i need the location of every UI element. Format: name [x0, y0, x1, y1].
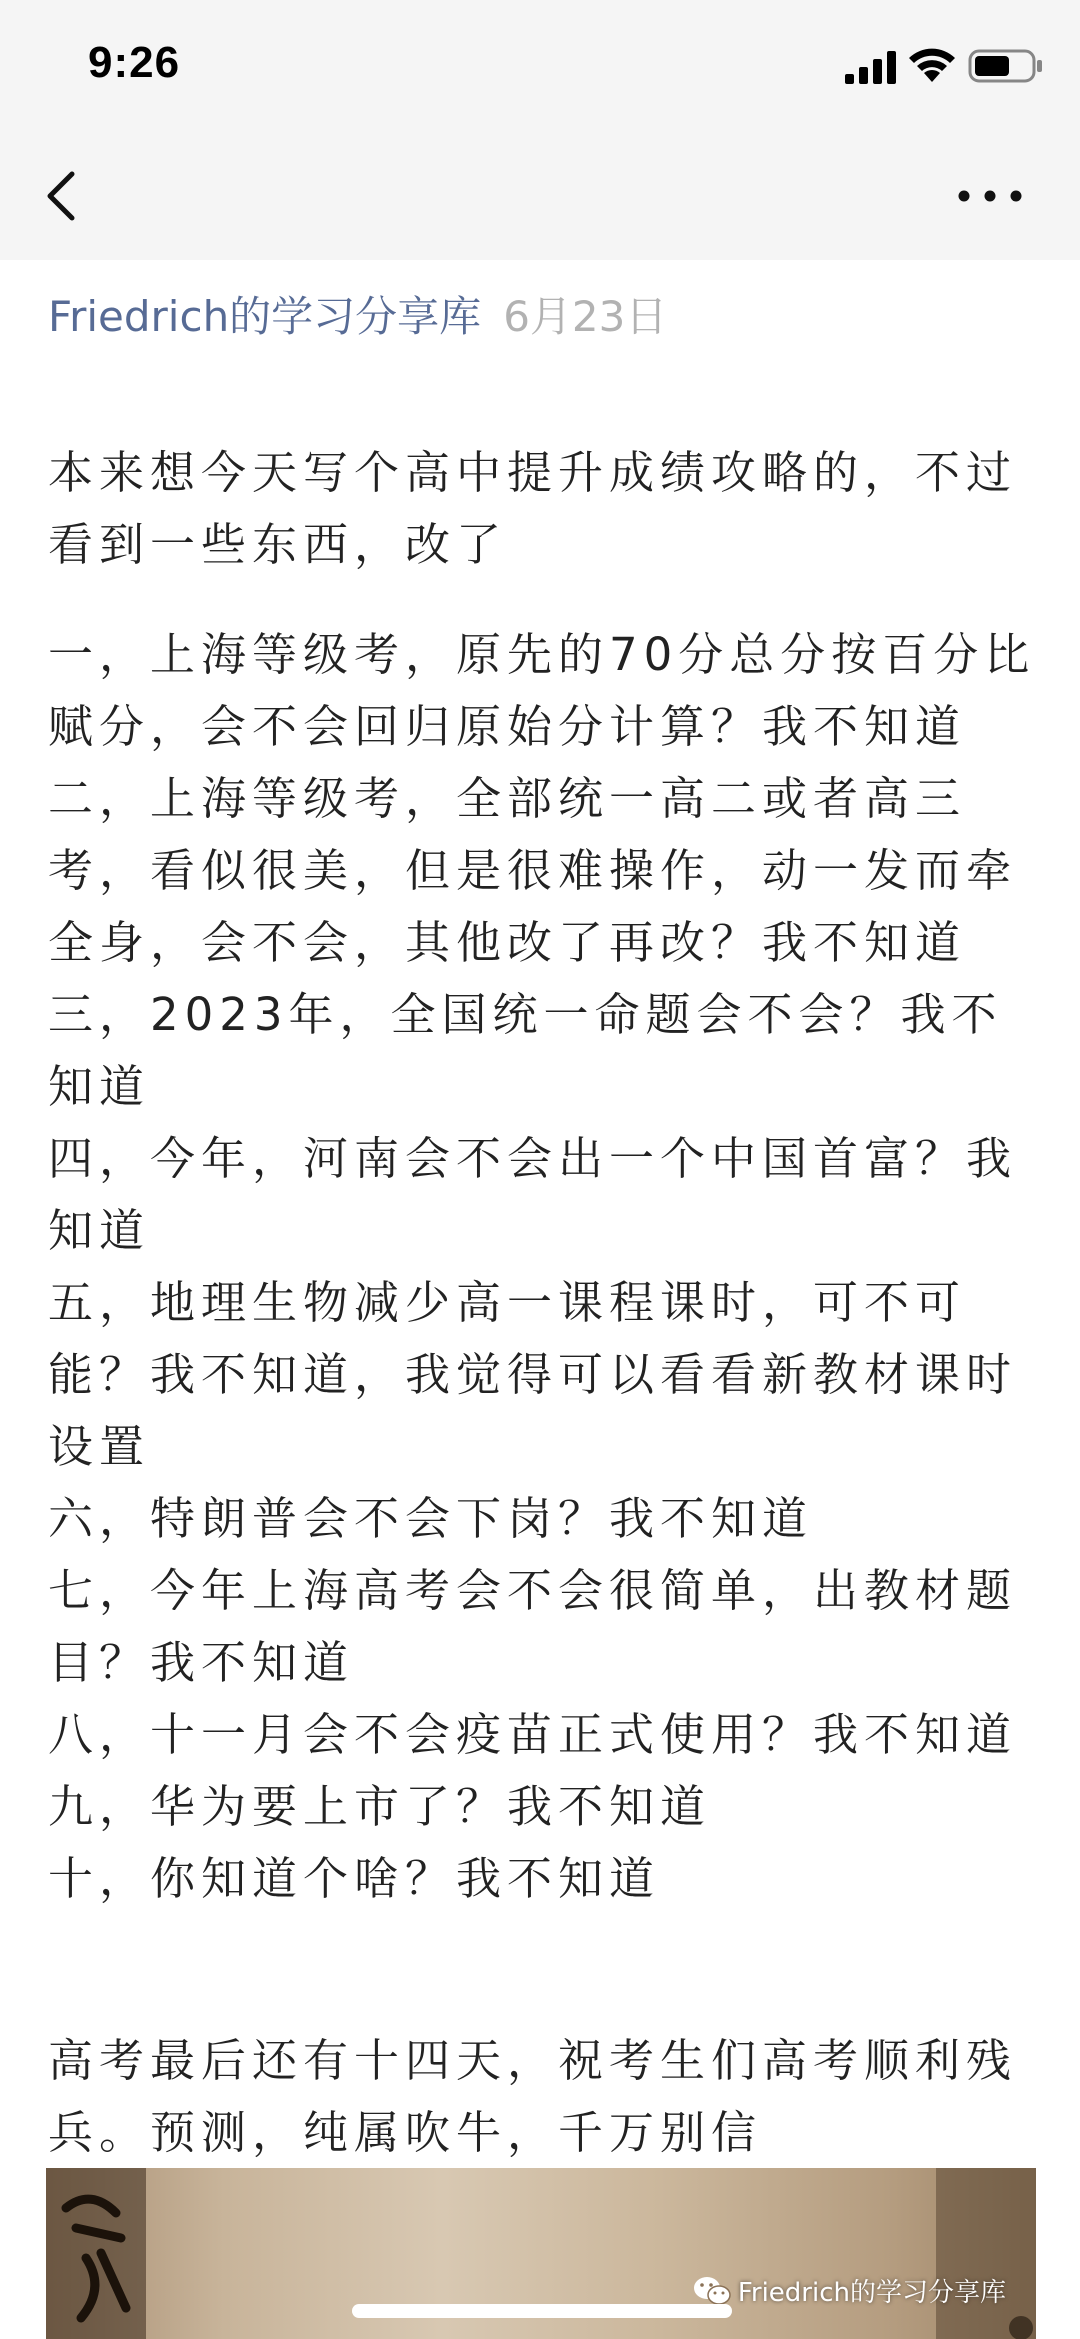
list-item: 一，上海等级考，原先的70分总分按百分比赋分，会不会回归原始分计算？我不知道 [48, 628, 1036, 753]
chevron-left-icon [50, 174, 72, 218]
home-indicator[interactable] [352, 2304, 732, 2318]
list-item: 四，今年，河南会不会出一个中国首富？我知道 [48, 1132, 1018, 1257]
navigation-bar [0, 130, 1080, 260]
prediction-list [48, 619, 1038, 1915]
battery-icon [968, 48, 1044, 84]
list-item: 五，地理生物减少高一课程课时，可不可能？我不知道，我觉得可以看看新教材课时设置 [48, 1276, 1018, 1473]
account-name-link[interactable]: Friedrich的学习分享库 [48, 292, 482, 341]
watermark [692, 2272, 1006, 2309]
article-content [48, 260, 1038, 2169]
wifi-icon [907, 44, 957, 84]
status-time: 9:26 [88, 38, 181, 87]
watermark-text: Friedrich的学习分享库 [737, 2278, 1006, 2308]
post-date: 6月23日 [503, 292, 668, 341]
list-item: 六，特朗普会不会下岗？我不知道 [48, 1492, 814, 1545]
intro-paragraph: 本来想今天写个高中提升成绩攻略的，不过看到一些东西，改了 [48, 446, 1018, 571]
list-item: 九，华为要上市了？我不知道 [48, 1780, 712, 1833]
back-button[interactable] [30, 160, 100, 230]
list-item: 二，上海等级考，全部统一高二或者高三考，看似很美，但是很难操作，动一发而牵全身，会不会，其他改了再改？我不知道 [48, 772, 1018, 969]
list-item: 八，十一月会不会疫苗正式使用？我不知道 [48, 1708, 1018, 1761]
article-meta [48, 282, 1038, 352]
wechat-icon [692, 2274, 732, 2308]
status-bar [0, 0, 1080, 130]
list-item: 七，今年上海高考会不会很简单，出教材题目？我不知道 [48, 1564, 1018, 1689]
list-item: 十，你知道个啥？我不知道 [48, 1852, 661, 1905]
cellular-signal-icon [845, 50, 897, 84]
closing-paragraph: 高考最后还有十四天，祝考生们高考顺利残兵。预测，纯属吹牛，千万别信 [48, 2034, 1018, 2159]
list-item: 三，2023年，全国统一命题会不会？我不知道 [48, 988, 1003, 1113]
more-button[interactable] [950, 160, 1030, 230]
more-horizontal-icon [959, 191, 1022, 202]
